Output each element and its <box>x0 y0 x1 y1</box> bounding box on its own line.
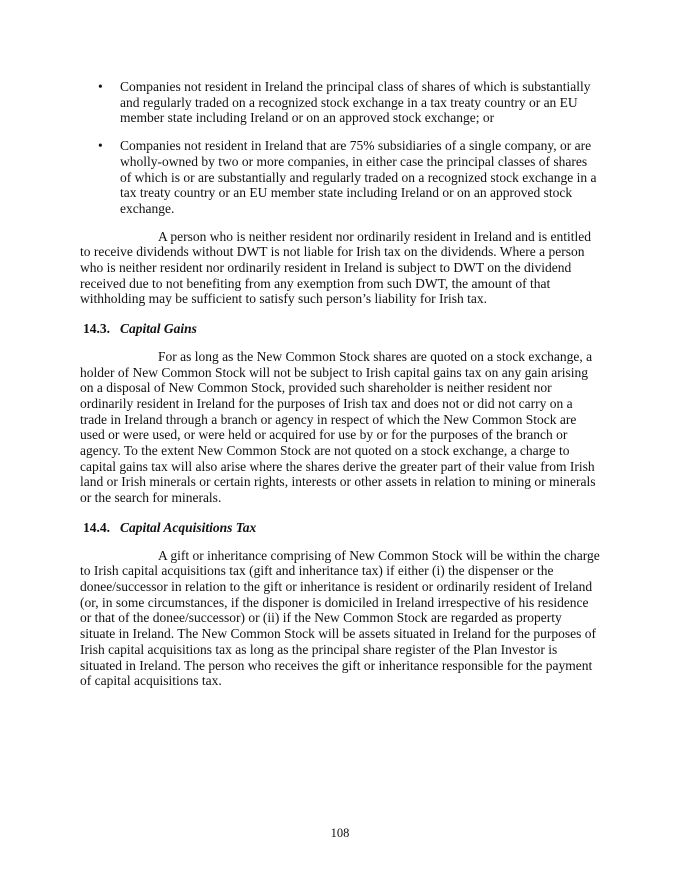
bullet-icon: • <box>98 79 103 94</box>
section-number: 14.3. <box>83 321 110 337</box>
page-number: 108 <box>330 826 350 840</box>
document-page <box>80 79 600 689</box>
section-body: For as long as the New Common Stock shares are quoted on a stock exchange, a holder of New Common Stock will not be subject to Irish capital gains tax on any gain arising on a disposal of New Common Stock, provided such shareholder is neither resident nor ordinarily resident in Ireland for the purposes of Irish tax and does not or did not carry on a trade in Ireland through a branch or agency in respect of which the New Common Stock are used or were used, or were held or acquired for use by or for the purposes of the branch or agency. To the extent New Common Stock are not quoted on a stock exchange, a charge to capital gains tax will also arise where the shares derive the greater part of their value from Irish land or Irish minerals or certain rights, interests or other assets in relation to mining or minerals or the search for minerals. <box>80 348 596 506</box>
bullet-icon: • <box>98 138 103 154</box>
section-heading <box>80 520 600 536</box>
list-item <box>80 79 600 126</box>
section-title: Capital Gains <box>120 321 197 337</box>
bullet-text: Companies not resident in Ireland that are 75% subsidiaries of a single company, or are wholly-owned by two or more companies, in either case the principal classes of shares of which is or are substantially and regularly traded on a recognized stock exchange in a tax treaty country or an EU member state including Ireland or on an approved stock exchange. <box>120 138 597 216</box>
bullet-list <box>80 79 600 217</box>
dwt-paragraph: A person who is neither resident nor ordinarily resident in Ireland and is entitled to receive dividends without DWT is not liable for Irish tax on the dividends. Where a person who is neither resident nor ordinarily resident in Ireland is subject to DWT on the dividend received due to not benefiting from any exemption from such DWT, the amount of that withholding may be sufficient to satisfy such person’s liability for Irish tax. <box>80 228 592 307</box>
section-number: 14.4. <box>83 519 110 535</box>
section-body: A gift or inheritance comprising of New Common Stock will be within the charge to Irish capital acquisitions tax (gift and inheritance tax) if either (i) the dispenser or the donee/successor in relation to the gift or inheritance is resident or ordinarily resident of Ireland (or, in some circumstances, if the disponer is domiciled in Ireland irrespective of his residence or that of the donee/successor) or (ii) if the New Common Stock are regarded as property situate in Ireland. The New Common Stock will be assets situated in Ireland for the purposes of Irish capital acquisitions tax as long as the principal share register of the Plan Investor is situated in Ireland. The person who receives the gift or inheritance responsible for the payment of capital acquisitions tax. <box>80 547 600 689</box>
list-item <box>80 138 600 217</box>
section-capital-acquisitions-tax <box>80 520 600 689</box>
bullet-text: Companies not resident in Ireland the principal class of shares of which is substantially and regularly traded on a recognized stock exchange in a tax treaty country or an EU member state including Ireland or on an approved stock exchange; or <box>120 79 591 126</box>
section-heading <box>80 321 600 337</box>
section-title: Capital Acquisitions Tax <box>120 519 257 535</box>
section-capital-gains <box>80 321 600 506</box>
